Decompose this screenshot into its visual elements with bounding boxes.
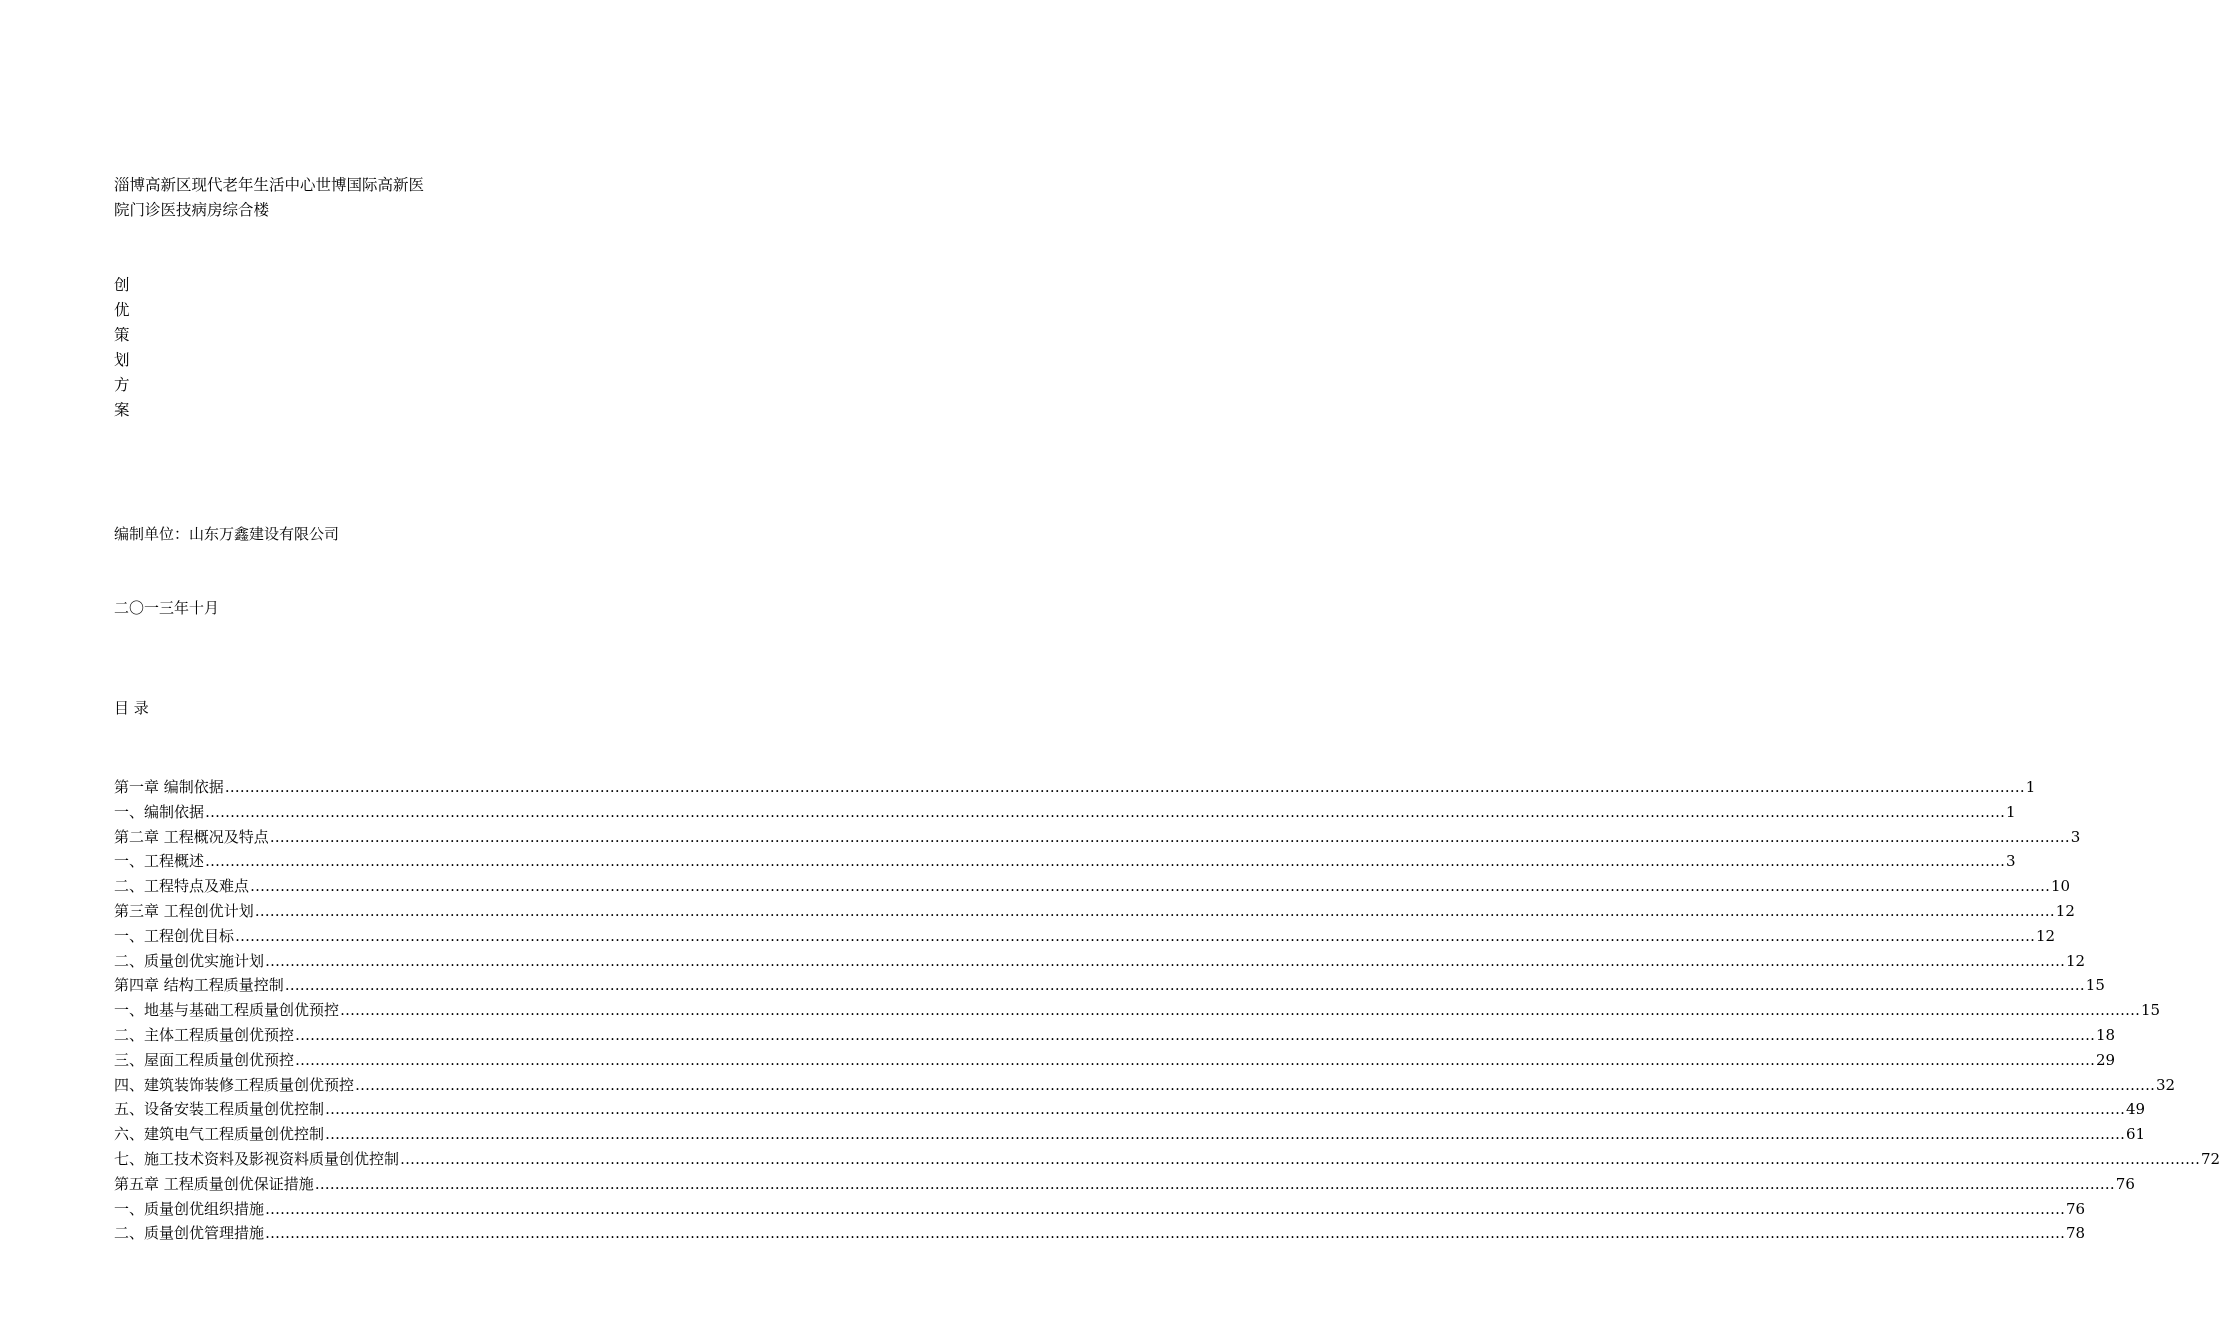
toc-entry-label: 第二章 工程概况及特点 <box>114 827 269 846</box>
toc-leader-dots: ……………………………………………………………………………………………………………………………………………………………………………………………………………………………………………………………………………………………………………………………… <box>224 778 2025 796</box>
toc-entry-page: 15 <box>2085 976 2105 995</box>
toc-entry-page: 76 <box>2066 1199 2086 1218</box>
toc-leader-dots: ……………………………………………………………………………………………………………………………………………………………………………………………………………………………………………………………………………………………………………………………… <box>295 1050 2096 1069</box>
toc-entry[interactable] <box>114 1147 2220 1172</box>
toc-entry[interactable] <box>114 849 2016 874</box>
toc-entry-label: 七、施工技术资料及影视资料质量创优控制 <box>114 1149 400 1168</box>
toc-entry-page: 29 <box>2096 1050 2116 1069</box>
toc-entry-label: 六、建筑电气工程质量创优控制 <box>114 1125 325 1144</box>
toc-entry-page: 49 <box>2126 1100 2146 1119</box>
toc-entry-label: 一、地基与基础工程质量创优预控 <box>114 1001 340 1020</box>
toc-leader-dots: ……………………………………………………………………………………………………………………………………………………………………………………………………………………………………………………………………………………………………………………………… <box>284 976 2085 995</box>
document-date: 二〇一三年十月 <box>114 599 220 617</box>
toc-entry-label: 一、工程概述 <box>114 852 205 871</box>
toc-entry[interactable] <box>114 1048 2116 1073</box>
toc-entry-label: 第四章 结构工程质量控制 <box>114 976 284 995</box>
toc-entry-page: 3 <box>2006 852 2016 871</box>
toc-leader-dots: ……………………………………………………………………………………………………………………………………………………………………………………………………………………………………………………………………………………………………………………………… <box>235 926 2036 945</box>
subtitle-char: 方 <box>114 376 130 394</box>
toc-entry[interactable] <box>114 1172 2135 1197</box>
toc-leader-dots: ……………………………………………………………………………………………………………………………………………………………………………………………………………………………………………………………………………………………………………………………… <box>269 827 2070 846</box>
toc-entry-label: 二、质量创优管理措施 <box>114 1224 265 1243</box>
table-of-contents <box>114 775 2220 1246</box>
toc-leader-dots: ……………………………………………………………………………………………………………………………………………………………………………………………………………………………………………………………………………………………………………………………… <box>314 1174 2115 1193</box>
cover-title-line-2: 院门诊医技病房综合楼 <box>114 201 270 219</box>
toc-entry[interactable] <box>114 924 2056 949</box>
toc-entry[interactable] <box>114 825 2081 850</box>
toc-entry-page: 1 <box>2006 802 2016 821</box>
toc-leader-dots: ……………………………………………………………………………………………………………………………………………………………………………………………………………………………………………………………………………………………………………………………… <box>340 1001 2141 1020</box>
toc-leader-dots: ……………………………………………………………………………………………………………………………………………………………………………………………………………………………………………………………………………………………………………………………… <box>265 951 2066 970</box>
toc-entry[interactable] <box>114 1197 2086 1222</box>
toc-entry-label: 二、主体工程质量创优预控 <box>114 1025 295 1044</box>
toc-leader-dots: ……………………………………………………………………………………………………………………………………………………………………………………………………………………………………………………………………………………………………………………………… <box>205 852 2006 871</box>
toc-entry-label: 三、屋面工程质量创优预控 <box>114 1050 295 1069</box>
toc-entry-label: 五、设备安装工程质量创优控制 <box>114 1100 325 1119</box>
compiler-unit: 编制单位：山东万鑫建设有限公司 <box>114 525 340 543</box>
toc-entry[interactable] <box>114 1073 2176 1098</box>
toc-leader-dots: ……………………………………………………………………………………………………………………………………………………………………………………………………………………………………………………………………………………………………………………………… <box>355 1075 2156 1094</box>
toc-entry-page: 32 <box>2156 1075 2176 1094</box>
toc-entry-label: 第三章 工程创优计划 <box>114 901 254 920</box>
toc-entry-label: 二、质量创优实施计划 <box>114 951 265 970</box>
toc-leader-dots: ……………………………………………………………………………………………………………………………………………………………………………………………………………………………………………………………………………………………………………………………… <box>295 1025 2096 1044</box>
subtitle-char: 策 <box>114 326 130 344</box>
toc-entry[interactable] <box>114 775 2036 800</box>
toc-entry-page: 72 <box>2201 1149 2220 1168</box>
toc-leader-dots: ……………………………………………………………………………………………………………………………………………………………………………………………………………………………………………………………………………………………………………………………… <box>400 1149 2201 1168</box>
toc-entry[interactable] <box>114 1023 2116 1048</box>
toc-entry[interactable] <box>114 899 2075 924</box>
toc-entry-label: 一、质量创优组织措施 <box>114 1199 265 1218</box>
toc-entry[interactable] <box>114 1221 2086 1246</box>
toc-entry-label: 第五章 工程质量创优保证措施 <box>114 1174 314 1193</box>
toc-entry-page: 15 <box>2141 1001 2161 1020</box>
toc-entry-page: 12 <box>2055 901 2075 920</box>
toc-entry-label: 四、建筑装饰装修工程质量创优预控 <box>114 1075 355 1094</box>
toc-entry-page: 12 <box>2066 951 2086 970</box>
toc-entry-page: 1 <box>2025 778 2036 796</box>
subtitle-char: 划 <box>114 351 130 369</box>
subtitle-char: 创 <box>114 276 130 294</box>
toc-entry-page: 12 <box>2036 926 2056 945</box>
toc-entry-page: 76 <box>2115 1174 2135 1193</box>
toc-leader-dots: ……………………………………………………………………………………………………………………………………………………………………………………………………………………………………………………………………………………………………………………………… <box>250 877 2051 896</box>
toc-entry[interactable] <box>114 874 2071 899</box>
toc-entry-label: 第一章 编制依据 <box>114 778 224 796</box>
subtitle-char: 案 <box>114 401 130 419</box>
toc-leader-dots: ……………………………………………………………………………………………………………………………………………………………………………………………………………………………………………………………………………………………………………………………… <box>325 1125 2126 1144</box>
toc-heading: 目 录 <box>114 699 149 717</box>
toc-entry[interactable] <box>114 973 2105 998</box>
toc-leader-dots: ……………………………………………………………………………………………………………………………………………………………………………………………………………………………………………………………………………………………………………………………… <box>325 1100 2126 1119</box>
toc-entry-label: 一、编制依据 <box>114 802 205 821</box>
toc-entry-label: 一、工程创优目标 <box>114 926 235 945</box>
toc-entry-label: 二、工程特点及难点 <box>114 877 250 896</box>
toc-entry[interactable] <box>114 1097 2146 1122</box>
toc-leader-dots: ……………………………………………………………………………………………………………………………………………………………………………………………………………………………………………………………………………………………………………………………… <box>265 1224 2066 1243</box>
toc-leader-dots: ……………………………………………………………………………………………………………………………………………………………………………………………………………………………………………………………………………………………………………………………… <box>254 901 2055 920</box>
toc-entry-page: 78 <box>2066 1224 2086 1243</box>
toc-entry[interactable] <box>114 800 2016 825</box>
toc-entry[interactable] <box>114 949 2086 974</box>
subtitle-char: 优 <box>114 301 130 319</box>
toc-entry-page: 61 <box>2126 1125 2146 1144</box>
cover-title-line-1: 淄博高新区现代老年生活中心世博国际高新医 <box>114 176 425 194</box>
toc-entry-page: 18 <box>2096 1025 2116 1044</box>
toc-entry[interactable] <box>114 1122 2146 1147</box>
toc-entry[interactable] <box>114 998 2161 1023</box>
toc-leader-dots: ……………………………………………………………………………………………………………………………………………………………………………………………………………………………………………………………………………………………………………………………… <box>265 1199 2066 1218</box>
toc-entry-page: 10 <box>2051 877 2071 896</box>
toc-entry-page: 3 <box>2070 827 2081 846</box>
toc-leader-dots: ……………………………………………………………………………………………………………………………………………………………………………………………………………………………………………………………………………………………………………………………… <box>205 802 2006 821</box>
